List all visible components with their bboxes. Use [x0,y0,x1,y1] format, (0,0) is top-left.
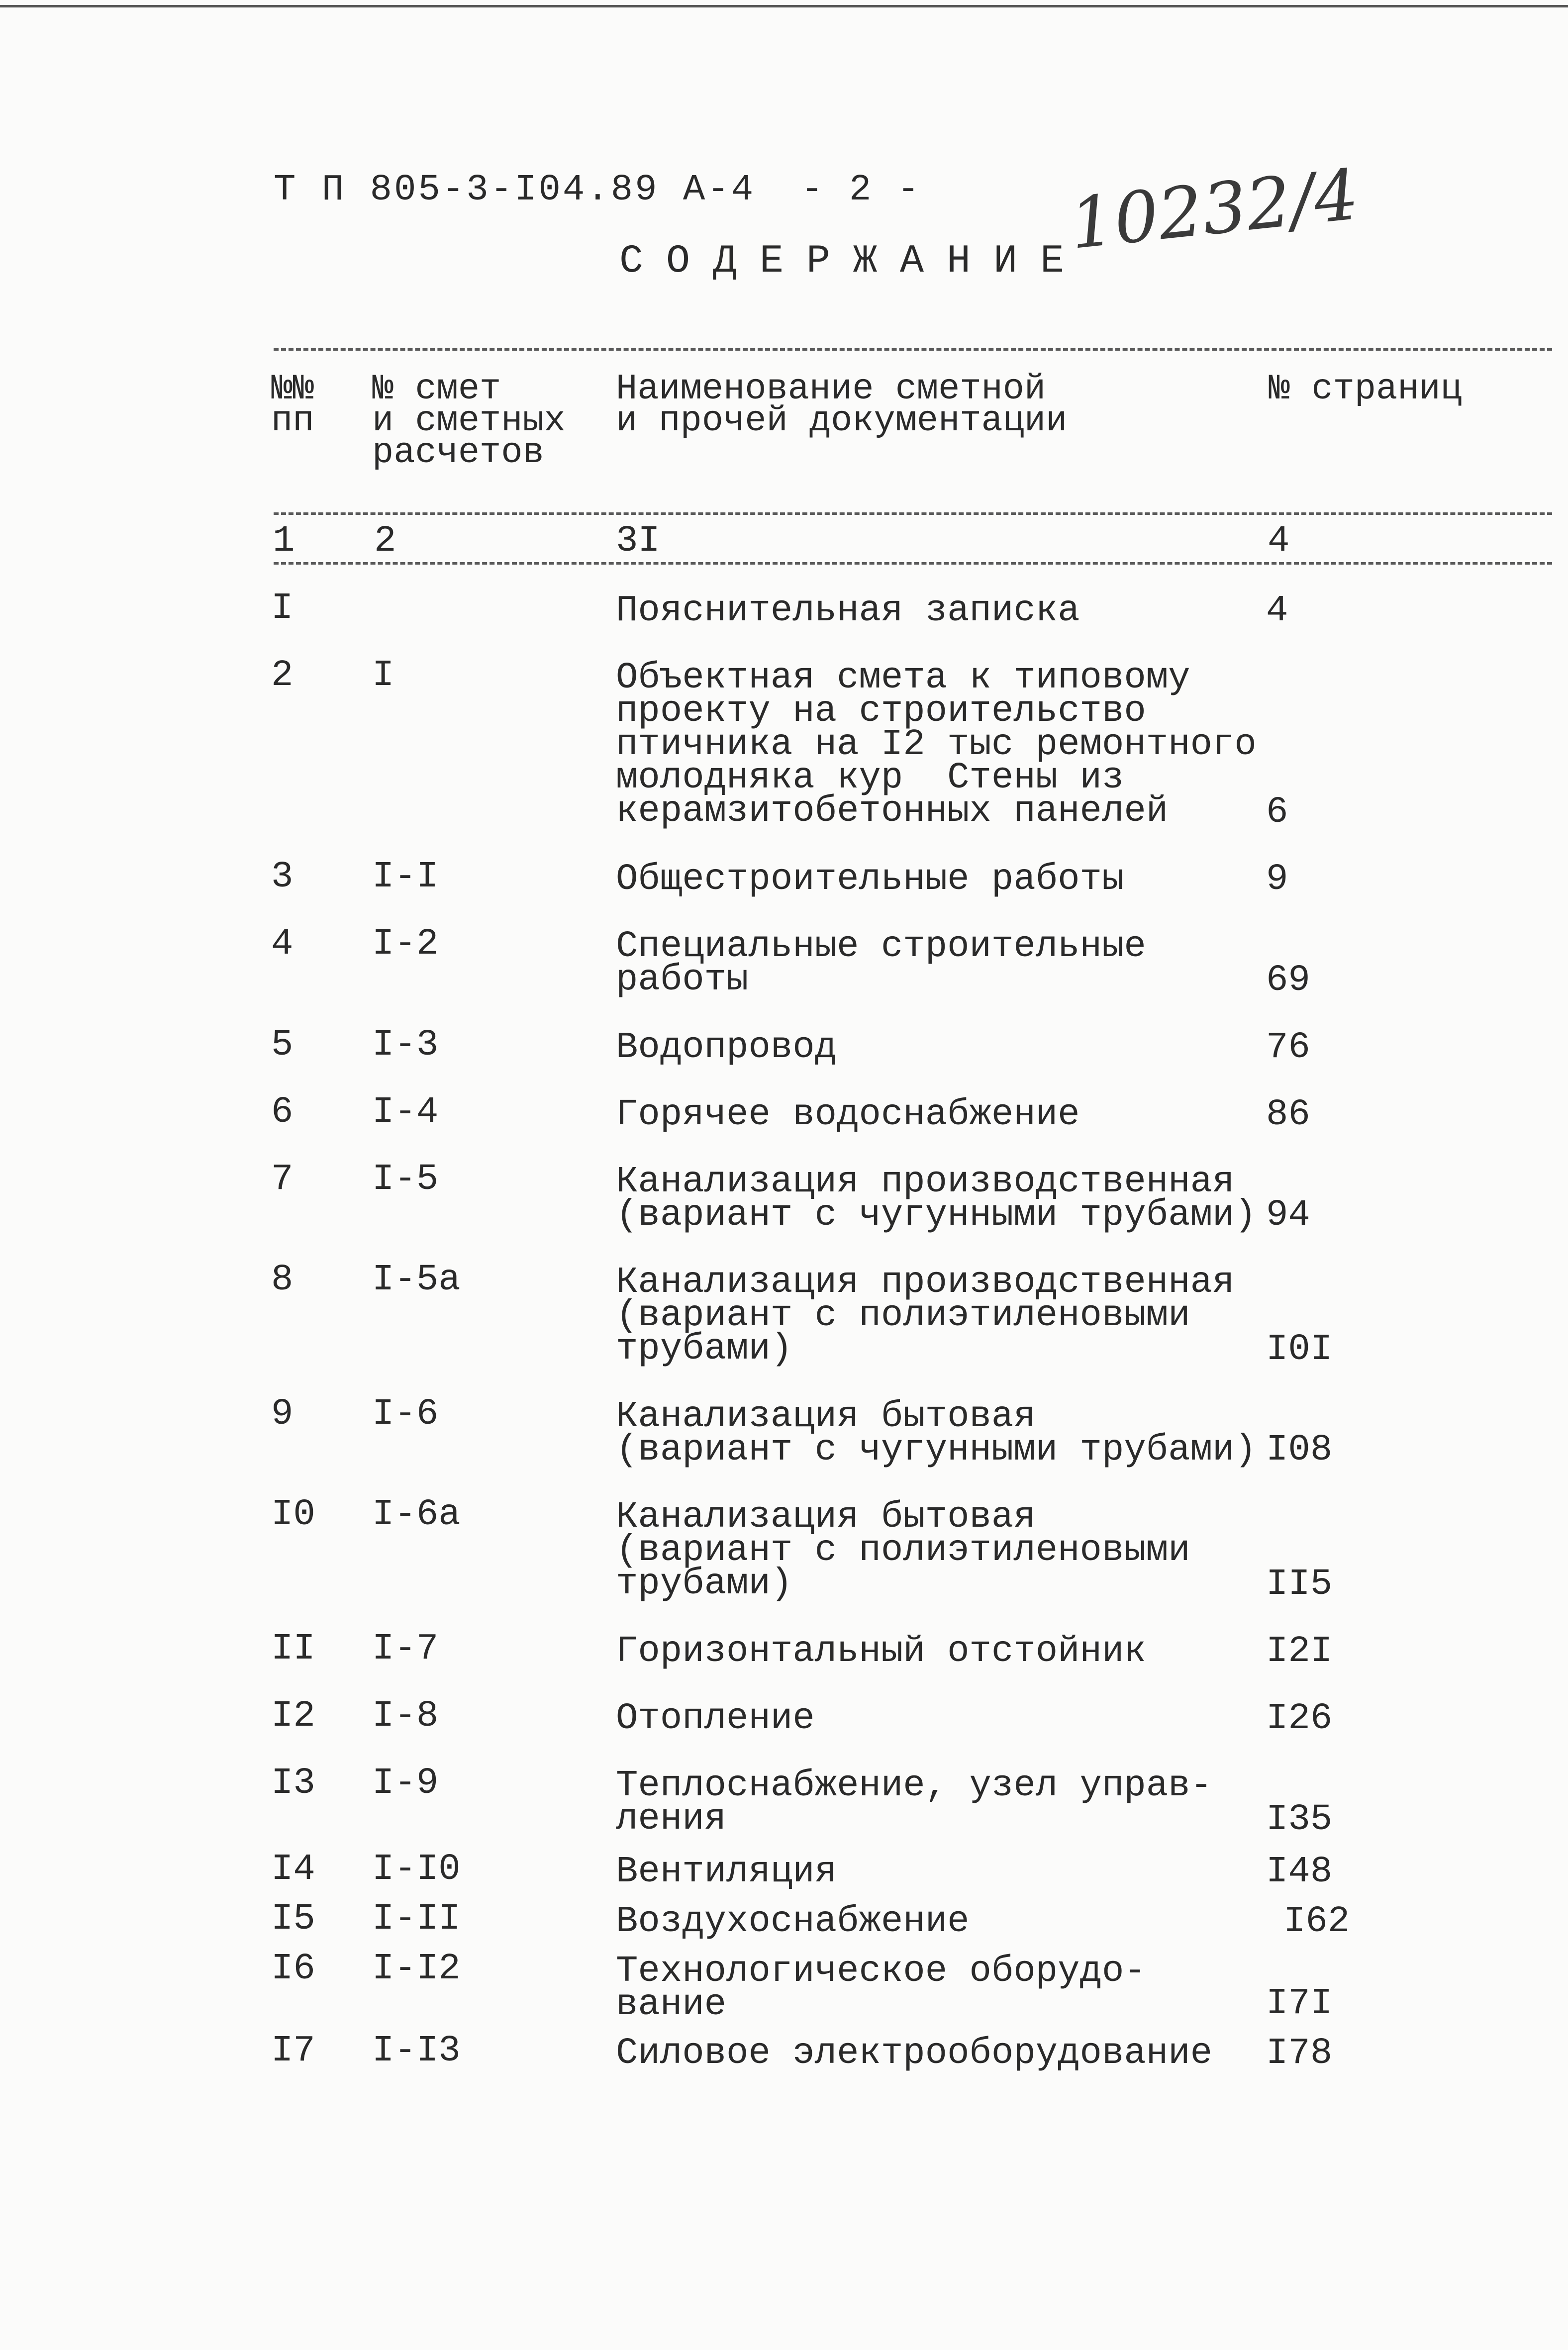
top-border-line [0,5,1568,7]
column-header-name: Наименование сметной и прочей документации [616,369,1068,441]
row-estimate: I-I2 [372,1948,461,1990]
row-name: Специальные строительные работы [616,926,1146,1001]
row-num: I4 [271,1849,315,1890]
column-number: 4 [1268,520,1290,562]
dashed-rule [274,512,1552,515]
row-name: Вентиляция [616,1851,837,1893]
row-name: Канализация производственная (вариант с полиэтиленовыми трубами) [616,1262,1235,1370]
page-title: СОДЕРЖАНИЕ [619,239,1087,284]
row-estimate: I-9 [372,1762,439,1804]
row-name: Отопление [616,1698,815,1740]
row-num: 3 [271,856,294,898]
row-page: I26 [1266,1698,1333,1740]
row-page: 76 [1266,1027,1310,1069]
row-estimate: I-3 [372,1024,439,1066]
row-num: I6 [271,1948,315,1990]
row-num: 7 [271,1159,294,1200]
row-page: II5 [1266,1564,1333,1605]
column-number: 3I [616,520,660,562]
row-num: 4 [271,923,294,965]
row-page: 6 [1266,791,1288,833]
column-header-num: №№ пп [271,369,314,441]
row-estimate: I-6 [372,1393,439,1435]
column-header-estimate: № смет и сметных расчетов [372,369,566,473]
row-estimate: I [372,655,394,696]
inventory-number: 10232/4 [1066,154,1363,265]
document-code: Т П 805-3-I04.89 А-4 [274,169,756,211]
row-page: 69 [1266,960,1310,1001]
page-number: - 2 - [801,169,922,211]
row-name: Объектная смета к типовому проекту на строительство птичника на I2 тыс ремонтного молодняка кур Стены из керамзитобетонных панелей [616,657,1257,832]
row-page: 4 [1266,590,1288,632]
row-estimate: I-I3 [372,2030,461,2072]
row-name: Горячее водоснабжение [616,1094,1080,1136]
row-name: Водопровод [616,1027,837,1069]
row-num: I2 [271,1695,315,1737]
row-name: Технологическое оборудо- вание [616,1951,1146,2026]
row-estimate: I-6а [372,1494,461,1536]
row-num: I7 [271,2030,315,2072]
row-page: 9 [1266,859,1288,900]
row-name: Общестроительные работы [616,859,1124,900]
row-name: Пояснительная записка [616,590,1080,632]
row-estimate: I-2 [372,923,439,965]
row-estimate: I-II [372,1898,461,1940]
row-num: I5 [271,1898,315,1940]
row-name: Горизонтальный отстойник [616,1631,1146,1672]
column-header-page: № страниц [1269,369,1462,409]
row-estimate: I-5 [372,1159,439,1200]
row-num: I3 [271,1762,315,1804]
row-estimate: I-4 [372,1091,439,1133]
row-page: I48 [1266,1851,1333,1893]
row-name: Канализация производственная (вариант с чугунными трубами) [616,1161,1257,1236]
row-num: 6 [271,1091,294,1133]
row-page: 86 [1266,1094,1310,1136]
dashed-rule [274,348,1552,351]
row-estimate: I-5а [372,1259,461,1301]
row-page: I2I [1266,1631,1333,1672]
row-name: Канализация бытовая (вариант с полиэтиленовыми трубами) [616,1496,1190,1605]
row-estimate: I-7 [372,1628,439,1670]
row-name: Воздухоснабжение [616,1901,970,1943]
row-num: 8 [271,1259,294,1301]
row-page: I7I [1266,1983,1333,2025]
dashed-rule [274,562,1552,565]
row-page: 94 [1266,1194,1310,1236]
column-number: 2 [374,520,396,562]
row-estimate: I-I [372,856,439,898]
row-name: Теплоснабжение, узел управ- ления [616,1765,1212,1840]
row-num: 5 [271,1024,294,1066]
row-num: 2 [271,655,294,696]
row-num: I [271,588,294,629]
row-estimate: I-I0 [372,1849,461,1890]
row-num: I0 [271,1494,315,1536]
row-page: I78 [1266,2033,1333,2074]
row-name: Канализация бытовая (вариант с чугунными трубами) [616,1396,1257,1471]
row-page: I08 [1266,1429,1333,1471]
row-num: 9 [271,1393,294,1435]
row-page: I62 [1283,1901,1350,1943]
row-num: II [271,1628,315,1670]
row-name: Силовое электрооборудование [616,2033,1212,2074]
row-page: I35 [1266,1799,1333,1841]
column-number: 1 [273,520,295,562]
row-page: I0I [1266,1329,1333,1371]
row-estimate: I-8 [372,1695,439,1737]
